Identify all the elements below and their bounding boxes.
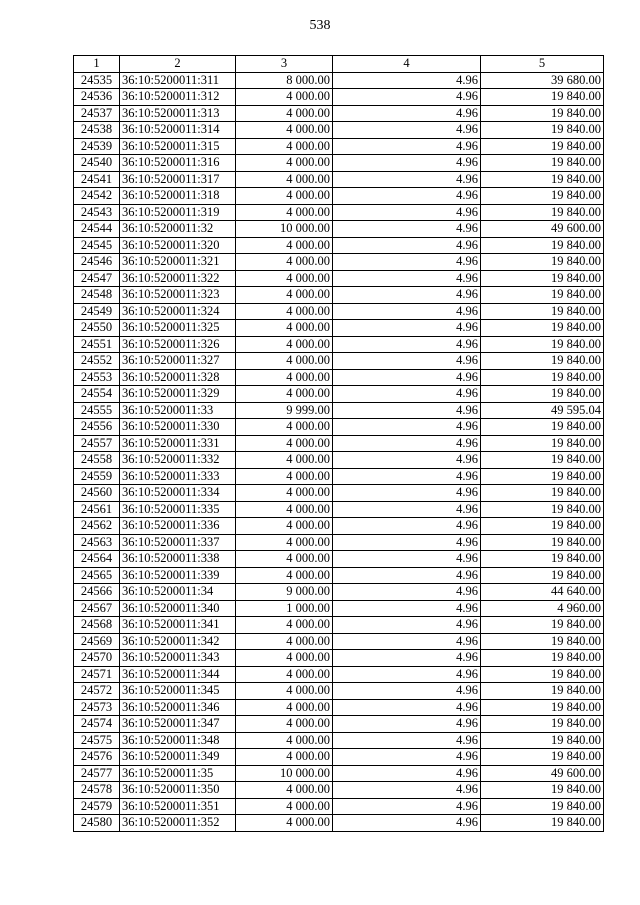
table-row [74, 518, 604, 535]
rate-value: 4.96 [333, 320, 481, 337]
table-row [74, 402, 604, 419]
table-row [74, 765, 604, 782]
table-row [74, 468, 604, 485]
rate-value: 4.96 [333, 732, 481, 749]
table-row [74, 633, 604, 650]
rate-value: 4.96 [333, 683, 481, 700]
area-value: 4 000.00 [236, 138, 333, 155]
rate-value: 4.96 [333, 155, 481, 172]
table-row [74, 452, 604, 469]
amount-value: 19 840.00 [481, 716, 604, 733]
amount-value: 19 840.00 [481, 699, 604, 716]
rate-value: 4.96 [333, 204, 481, 221]
rate-value: 4.96 [333, 798, 481, 815]
rate-value: 4.96 [333, 749, 481, 766]
table-row [74, 369, 604, 386]
cadastral-number: 36:10:5200011:335 [120, 501, 236, 518]
row-number: 24546 [74, 254, 120, 271]
area-value: 4 000.00 [236, 89, 333, 106]
row-number: 24558 [74, 452, 120, 469]
rate-value: 4.96 [333, 468, 481, 485]
cadastral-number: 36:10:5200011:312 [120, 89, 236, 106]
area-value: 4 000.00 [236, 485, 333, 502]
page-number: 538 [309, 18, 331, 33]
row-number: 24575 [74, 732, 120, 749]
area-value: 4 000.00 [236, 551, 333, 568]
amount-value: 19 840.00 [481, 666, 604, 683]
rate-value: 4.96 [333, 386, 481, 403]
amount-value: 19 840.00 [481, 287, 604, 304]
table-row [74, 287, 604, 304]
header-col-4: 4 [333, 56, 481, 73]
table-row [74, 105, 604, 122]
amount-value: 19 840.00 [481, 468, 604, 485]
amount-value: 19 840.00 [481, 138, 604, 155]
rate-value: 4.96 [333, 815, 481, 832]
row-number: 24567 [74, 600, 120, 617]
amount-value: 49 595.04 [481, 402, 604, 419]
cadastral-number: 36:10:5200011:352 [120, 815, 236, 832]
rate-value: 4.96 [333, 221, 481, 238]
row-number: 24548 [74, 287, 120, 304]
row-number: 24544 [74, 221, 120, 238]
cadastral-number: 36:10:5200011:326 [120, 336, 236, 353]
rate-value: 4.96 [333, 270, 481, 287]
rate-value: 4.96 [333, 716, 481, 733]
row-number: 24539 [74, 138, 120, 155]
cadastral-number: 36:10:5200011:317 [120, 171, 236, 188]
rate-value: 4.96 [333, 105, 481, 122]
amount-value: 19 840.00 [481, 749, 604, 766]
table-row [74, 815, 604, 832]
table-row [74, 320, 604, 337]
row-number: 24568 [74, 617, 120, 634]
area-value: 4 000.00 [236, 567, 333, 584]
amount-value: 19 840.00 [481, 551, 604, 568]
row-number: 24549 [74, 303, 120, 320]
cadastral-number: 36:10:5200011:319 [120, 204, 236, 221]
amount-value: 19 840.00 [481, 534, 604, 551]
cadastral-number: 36:10:5200011:345 [120, 683, 236, 700]
rate-value: 4.96 [333, 237, 481, 254]
table-row [74, 303, 604, 320]
rate-value: 4.96 [333, 584, 481, 601]
row-number: 24570 [74, 650, 120, 667]
area-value: 4 000.00 [236, 419, 333, 436]
row-number: 24569 [74, 633, 120, 650]
table-row [74, 138, 604, 155]
rate-value: 4.96 [333, 188, 481, 205]
cadastral-number: 36:10:5200011:347 [120, 716, 236, 733]
amount-value: 39 680.00 [481, 72, 604, 89]
cadastral-number: 36:10:5200011:336 [120, 518, 236, 535]
table-row [74, 732, 604, 749]
area-value: 4 000.00 [236, 633, 333, 650]
table-row [74, 485, 604, 502]
table-row [74, 270, 604, 287]
cadastral-number: 36:10:5200011:34 [120, 584, 236, 601]
amount-value: 19 840.00 [481, 270, 604, 287]
rate-value: 4.96 [333, 633, 481, 650]
row-number: 24554 [74, 386, 120, 403]
cadastral-number: 36:10:5200011:316 [120, 155, 236, 172]
amount-value: 19 840.00 [481, 732, 604, 749]
rate-value: 4.96 [333, 303, 481, 320]
row-number: 24578 [74, 782, 120, 799]
amount-value: 19 840.00 [481, 105, 604, 122]
row-number: 24552 [74, 353, 120, 370]
table-row [74, 567, 604, 584]
row-number: 24577 [74, 765, 120, 782]
cadastral-number: 36:10:5200011:331 [120, 435, 236, 452]
amount-value: 19 840.00 [481, 122, 604, 139]
amount-value: 49 600.00 [481, 221, 604, 238]
row-number: 24580 [74, 815, 120, 832]
cadastral-number: 36:10:5200011:339 [120, 567, 236, 584]
amount-value: 19 840.00 [481, 237, 604, 254]
cadastral-number: 36:10:5200011:320 [120, 237, 236, 254]
rate-value: 4.96 [333, 419, 481, 436]
cadastral-number: 36:10:5200011:35 [120, 765, 236, 782]
cadastral-number: 36:10:5200011:314 [120, 122, 236, 139]
amount-value: 19 840.00 [481, 353, 604, 370]
row-number: 24579 [74, 798, 120, 815]
cadastral-number: 36:10:5200011:327 [120, 353, 236, 370]
cadastral-number: 36:10:5200011:33 [120, 402, 236, 419]
area-value: 4 000.00 [236, 666, 333, 683]
table-row [74, 749, 604, 766]
area-value: 4 000.00 [236, 699, 333, 716]
area-value: 4 000.00 [236, 534, 333, 551]
cadastral-number: 36:10:5200011:344 [120, 666, 236, 683]
area-value: 4 000.00 [236, 452, 333, 469]
amount-value: 19 840.00 [481, 155, 604, 172]
table-row [74, 155, 604, 172]
amount-value: 19 840.00 [481, 650, 604, 667]
cadastral-number: 36:10:5200011:328 [120, 369, 236, 386]
row-number: 24536 [74, 89, 120, 106]
table-row [74, 666, 604, 683]
cadastral-number: 36:10:5200011:313 [120, 105, 236, 122]
header-row [74, 56, 604, 73]
area-value: 4 000.00 [236, 122, 333, 139]
area-value: 4 000.00 [236, 287, 333, 304]
header-col-5: 5 [481, 56, 604, 73]
row-number: 24553 [74, 369, 120, 386]
cadastral-number: 36:10:5200011:334 [120, 485, 236, 502]
table-row [74, 716, 604, 733]
amount-value: 19 840.00 [481, 798, 604, 815]
row-number: 24540 [74, 155, 120, 172]
amount-value: 19 840.00 [481, 419, 604, 436]
row-number: 24545 [74, 237, 120, 254]
area-value: 4 000.00 [236, 815, 333, 832]
rate-value: 4.96 [333, 138, 481, 155]
table-row [74, 171, 604, 188]
table-row [74, 699, 604, 716]
table-row [74, 600, 604, 617]
rate-value: 4.96 [333, 485, 481, 502]
rate-value: 4.96 [333, 369, 481, 386]
area-value: 4 000.00 [236, 501, 333, 518]
rate-value: 4.96 [333, 171, 481, 188]
amount-value: 4 960.00 [481, 600, 604, 617]
amount-value: 19 840.00 [481, 518, 604, 535]
area-value: 4 000.00 [236, 386, 333, 403]
cadastral-number: 36:10:5200011:343 [120, 650, 236, 667]
area-value: 10 000.00 [236, 221, 333, 238]
area-value: 4 000.00 [236, 105, 333, 122]
rate-value: 4.96 [333, 617, 481, 634]
row-number: 24572 [74, 683, 120, 700]
area-value: 4 000.00 [236, 303, 333, 320]
amount-value: 19 840.00 [481, 171, 604, 188]
cadastral-number: 36:10:5200011:323 [120, 287, 236, 304]
area-value: 4 000.00 [236, 254, 333, 271]
cadastral-number: 36:10:5200011:342 [120, 633, 236, 650]
cadastral-number: 36:10:5200011:346 [120, 699, 236, 716]
table-row [74, 435, 604, 452]
row-number: 24563 [74, 534, 120, 551]
table-row [74, 122, 604, 139]
amount-value: 44 640.00 [481, 584, 604, 601]
cadastral-number: 36:10:5200011:315 [120, 138, 236, 155]
header-col-1: 1 [74, 56, 120, 73]
row-number: 24551 [74, 336, 120, 353]
table-row [74, 204, 604, 221]
area-value: 4 000.00 [236, 353, 333, 370]
rate-value: 4.96 [333, 336, 481, 353]
rate-value: 4.96 [333, 122, 481, 139]
cadastral-number: 36:10:5200011:338 [120, 551, 236, 568]
amount-value: 19 840.00 [481, 452, 604, 469]
table-row [74, 89, 604, 106]
header-col-2: 2 [120, 56, 236, 73]
cadastral-number: 36:10:5200011:318 [120, 188, 236, 205]
row-number: 24535 [74, 72, 120, 89]
cadastral-number: 36:10:5200011:333 [120, 468, 236, 485]
row-number: 24560 [74, 485, 120, 502]
row-number: 24543 [74, 204, 120, 221]
row-number: 24555 [74, 402, 120, 419]
rate-value: 4.96 [333, 435, 481, 452]
table-header [74, 56, 604, 73]
area-value: 9 000.00 [236, 584, 333, 601]
area-value: 4 000.00 [236, 171, 333, 188]
row-number: 24565 [74, 567, 120, 584]
cadastral-number: 36:10:5200011:329 [120, 386, 236, 403]
table-row [74, 551, 604, 568]
table-body [74, 72, 604, 831]
rate-value: 4.96 [333, 254, 481, 271]
rate-value: 4.96 [333, 402, 481, 419]
area-value: 4 000.00 [236, 518, 333, 535]
cadastral-number: 36:10:5200011:330 [120, 419, 236, 436]
table-row [74, 254, 604, 271]
area-value: 4 000.00 [236, 336, 333, 353]
area-value: 9 999.00 [236, 402, 333, 419]
rate-value: 4.96 [333, 287, 481, 304]
table-row [74, 188, 604, 205]
rate-value: 4.96 [333, 666, 481, 683]
amount-value: 19 840.00 [481, 782, 604, 799]
area-value: 4 000.00 [236, 749, 333, 766]
area-value: 4 000.00 [236, 716, 333, 733]
rate-value: 4.96 [333, 650, 481, 667]
area-value: 4 000.00 [236, 270, 333, 287]
amount-value: 49 600.00 [481, 765, 604, 782]
area-value: 4 000.00 [236, 155, 333, 172]
table-row [74, 501, 604, 518]
table-row [74, 237, 604, 254]
area-value: 4 000.00 [236, 617, 333, 634]
rate-value: 4.96 [333, 600, 481, 617]
cadastral-number: 36:10:5200011:349 [120, 749, 236, 766]
table-row [74, 584, 604, 601]
row-number: 24573 [74, 699, 120, 716]
rate-value: 4.96 [333, 765, 481, 782]
table-row [74, 798, 604, 815]
area-value: 4 000.00 [236, 683, 333, 700]
amount-value: 19 840.00 [481, 633, 604, 650]
amount-value: 19 840.00 [481, 501, 604, 518]
table-row [74, 221, 604, 238]
row-number: 24547 [74, 270, 120, 287]
rate-value: 4.96 [333, 699, 481, 716]
amount-value: 19 840.00 [481, 617, 604, 634]
area-value: 4 000.00 [236, 650, 333, 667]
cadastral-number: 36:10:5200011:348 [120, 732, 236, 749]
row-number: 24566 [74, 584, 120, 601]
row-number: 24574 [74, 716, 120, 733]
rate-value: 4.96 [333, 452, 481, 469]
table-row [74, 419, 604, 436]
area-value: 4 000.00 [236, 204, 333, 221]
cadastral-number: 36:10:5200011:332 [120, 452, 236, 469]
amount-value: 19 840.00 [481, 485, 604, 502]
cadastral-number: 36:10:5200011:324 [120, 303, 236, 320]
table-row [74, 617, 604, 634]
row-number: 24556 [74, 419, 120, 436]
amount-value: 19 840.00 [481, 254, 604, 271]
cadastral-number: 36:10:5200011:311 [120, 72, 236, 89]
table-row [74, 683, 604, 700]
table-row [74, 650, 604, 667]
rate-value: 4.96 [333, 567, 481, 584]
header-col-3: 3 [236, 56, 333, 73]
amount-value: 19 840.00 [481, 815, 604, 832]
amount-value: 19 840.00 [481, 683, 604, 700]
area-value: 1 000.00 [236, 600, 333, 617]
amount-value: 19 840.00 [481, 369, 604, 386]
rate-value: 4.96 [333, 72, 481, 89]
row-number: 24559 [74, 468, 120, 485]
amount-value: 19 840.00 [481, 320, 604, 337]
amount-value: 19 840.00 [481, 89, 604, 106]
cadastral-number: 36:10:5200011:351 [120, 798, 236, 815]
amount-value: 19 840.00 [481, 204, 604, 221]
table-row [74, 336, 604, 353]
area-value: 4 000.00 [236, 435, 333, 452]
area-value: 4 000.00 [236, 798, 333, 815]
amount-value: 19 840.00 [481, 435, 604, 452]
area-value: 4 000.00 [236, 369, 333, 386]
cadastral-number: 36:10:5200011:321 [120, 254, 236, 271]
area-value: 4 000.00 [236, 320, 333, 337]
row-number: 24550 [74, 320, 120, 337]
rate-value: 4.96 [333, 782, 481, 799]
amount-value: 19 840.00 [481, 303, 604, 320]
row-number: 24564 [74, 551, 120, 568]
cadastral-number: 36:10:5200011:32 [120, 221, 236, 238]
area-value: 4 000.00 [236, 782, 333, 799]
row-number: 24557 [74, 435, 120, 452]
rate-value: 4.96 [333, 353, 481, 370]
area-value: 4 000.00 [236, 468, 333, 485]
row-number: 24538 [74, 122, 120, 139]
cadastral-number: 36:10:5200011:322 [120, 270, 236, 287]
amount-value: 19 840.00 [481, 386, 604, 403]
rate-value: 4.96 [333, 551, 481, 568]
area-value: 10 000.00 [236, 765, 333, 782]
rate-value: 4.96 [333, 89, 481, 106]
register-table [73, 55, 604, 832]
row-number: 24576 [74, 749, 120, 766]
row-number: 24541 [74, 171, 120, 188]
table-row [74, 353, 604, 370]
cadastral-number: 36:10:5200011:341 [120, 617, 236, 634]
row-number: 24542 [74, 188, 120, 205]
amount-value: 19 840.00 [481, 336, 604, 353]
table-row [74, 534, 604, 551]
table-row [74, 386, 604, 403]
row-number: 24571 [74, 666, 120, 683]
table-row [74, 72, 604, 89]
cadastral-number: 36:10:5200011:325 [120, 320, 236, 337]
table-row [74, 782, 604, 799]
area-value: 4 000.00 [236, 188, 333, 205]
row-number: 24561 [74, 501, 120, 518]
area-value: 4 000.00 [236, 732, 333, 749]
rate-value: 4.96 [333, 501, 481, 518]
amount-value: 19 840.00 [481, 567, 604, 584]
row-number: 24537 [74, 105, 120, 122]
cadastral-number: 36:10:5200011:340 [120, 600, 236, 617]
cadastral-number: 36:10:5200011:337 [120, 534, 236, 551]
cadastral-number: 36:10:5200011:350 [120, 782, 236, 799]
rate-value: 4.96 [333, 518, 481, 535]
area-value: 8 000.00 [236, 72, 333, 89]
row-number: 24562 [74, 518, 120, 535]
rate-value: 4.96 [333, 534, 481, 551]
amount-value: 19 840.00 [481, 188, 604, 205]
area-value: 4 000.00 [236, 237, 333, 254]
